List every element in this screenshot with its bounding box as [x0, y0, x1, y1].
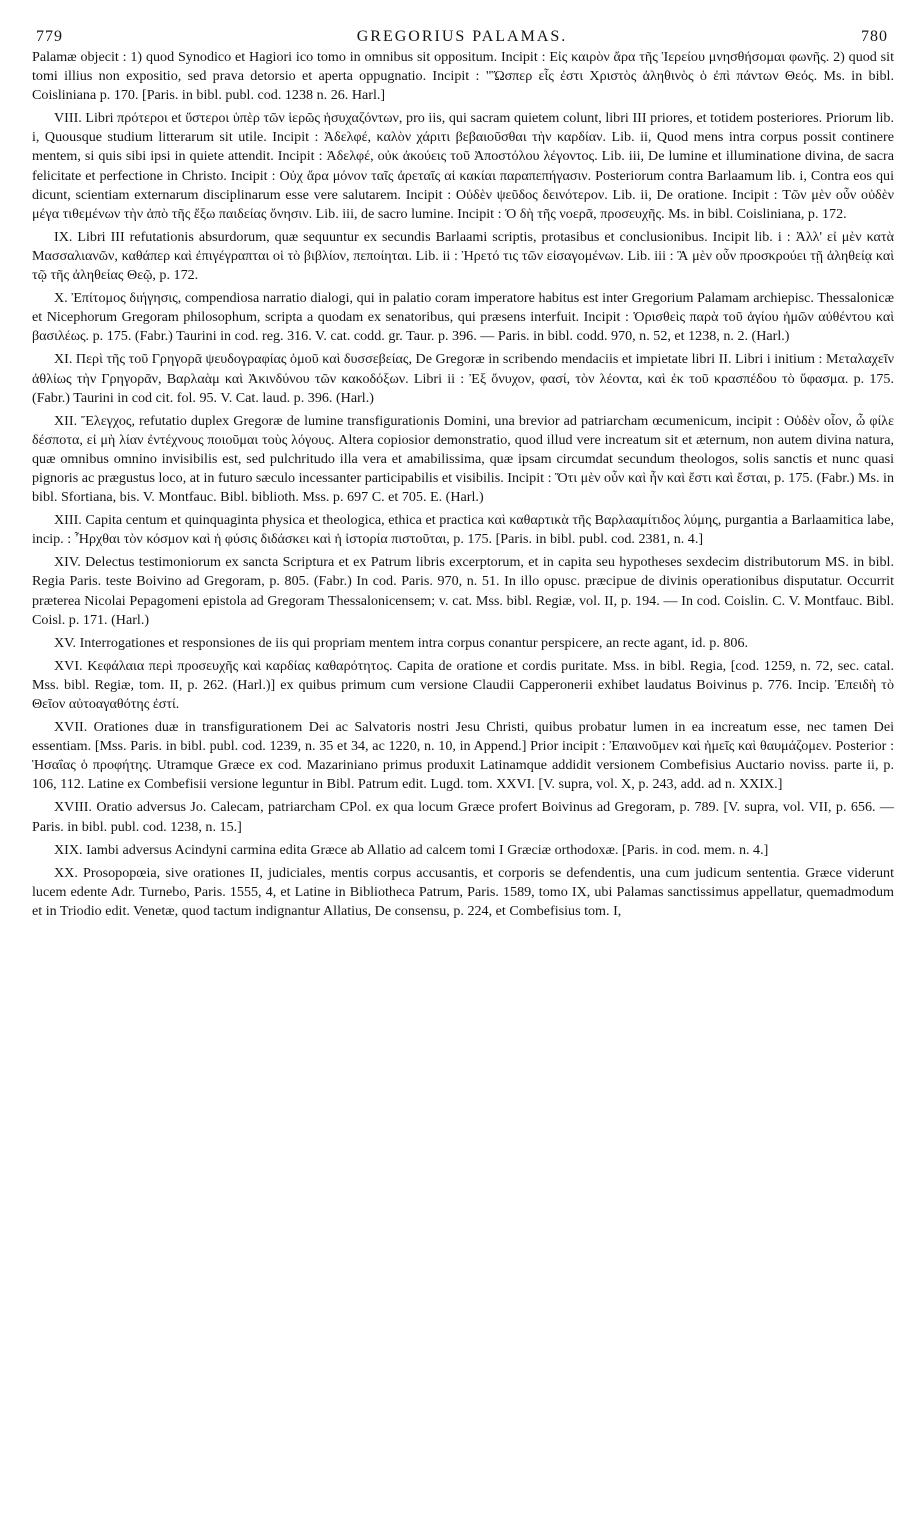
paragraph-xiv: XIV. Delectus testimoniorum ex sancta Scriptura et ex Patrum libris excerptorum, et in capita seu hypotheses sexdecim distributorum MS. in bibl. Regia Paris. teste Boivino ad Gregoram, p. 805. (Fabr.) In cod. Paris. 970, n. 51. In illo opusc. præcipue de divinis operationibus disputatur. Occurrit præterea Nicolai Pepagomeni epistola ad Gregoram Thessalonicensem; v. cat. Mss. bibl. Regiæ, vol. II, p. 194. — In cod. Coislin. C. V. Montfauc. Bibl. Coisl. p. 171. (Harl.) [32, 554, 894, 628]
page-number-left: 779 [36, 28, 63, 45]
paragraph-xii: XII. Ἔλεγχος, refutatio duplex Gregoræ de lumine transfigurationis Domini, una brevior ad patriarcham œcumenicum, incipit : Οὐδὲν οἷον, ὦ φίλε δέσποτα, εἰ μὴ λίαν ἐντέχνους ποιοῦμαι τοὺς λόγους. Altera copiosior demonstratio, quod illud vere increatum sit et æternum, non autem divina natura, quæ omnibus omnino invisibilis est, sed pulchritudo illa vera et amabilissima, quæ ipsam circumdat secundum theologos, solis sanctis et nunc quasi pignoris ac prægustus loco, at in futuro sæculo incessanter participabilis et visibilis. Incipit : Ὅτι μὲν οὖν καὶ ἦν καὶ ἔστι καὶ ἔσται, p. 175. (Fabr.) Ms. in bibl. Sfortiana, bis. V. Montfauc. Bibl. biblioth. Mss. p. 697 C. et 705. E. (Harl.) [32, 412, 894, 506]
document-body [32, 48, 894, 921]
paragraph-xi: XI. Περὶ τῆς τοῦ Γρηγορᾶ ψευδογραφίας ὁμοῦ καὶ δυσσεβείας, De Gregoræ in scribendo mendaciis et impietate libri II. Libri i initium : Μεταλαχεῖν ἀθλίως τὴν Γρηγορᾶν, Βαρλαὰμ καὶ Ἀκινδύνου τῶν κακοδόξων. Libri ii : Ἐξ ὄνυχον, φασί, τὸν λέοντα, καὶ ἐκ τοῦ κρασπέδου τὸ ὕφασμα. p. 175. (Fabr.) Taurini in cod cit. fol. 95. V. Cat. laud. p. 396. (Harl.) [32, 351, 894, 406]
running-title: GREGORIUS PALAMAS. [356, 28, 568, 45]
paragraph-xvii: XVII. Orationes duæ in transfigurationem Dei ac Salvatoris nostri Jesu Christi, quibus probatur lumen in ea increatum esse, nec tamen Dei essentiam. [Mss. Paris. in bibl. publ. cod. 1239, n. 35 et 34, ac 1220, n. 10, in Append.] Prior incipit : Ἐπαινοῦμεν καὶ ἡμεῖς καὶ θαυμάζομεν. Posterior : Ἡσαΐας ὁ προφήτης. Utramque Græce ex cod. Mazariniano primus produxit Latinamque addidit versionem Combefisius Auctario noviss. parte ii, p. 106, 112. Latine ex Combefisii versione leguntur in Bibl. Patrum edit. Lugd. tom. XXVI. [V. supra, vol. X, p. 243, add. ad n. XXIX.] [32, 719, 894, 793]
paragraph-xx: XX. Prosopopœia, sive orationes II, judiciales, mentis corpus accusantis, et corporis se defendentis, una cum judicum sententia. Græce viderunt lucem edente Adr. Turnebo, Paris. 1555, 4, et Latine in Bibliotheca Patrum, Paris. 1589, tomo IX, ubi Palamas sanctissimus appellatur, quemadmodum et in Triodio edit. Venetæ, quod tactum indignantur Allatius, De consensu, p. 224, et Combefisius tom. I, [32, 864, 894, 919]
running-header [36, 28, 888, 46]
page-number-right: 780 [861, 28, 888, 45]
paragraph-xv: XV. Interrogationes et responsiones de iis qui propriam mentem intra corpus conantur perspicere, an recte agant, id. p. 806. [54, 634, 749, 651]
paragraph-xix: XIX. Iambi adversus Acindyni carmina edita Græce ab Allatio ad calcem tomi I Græciæ orthodoxæ. [Paris. in cod. mem. n. 4.] [54, 841, 769, 858]
paragraph-xvi: XVI. Κεφάλαια περὶ προσευχῆς καὶ καρδίας καθαρότητος. Capita de oratione et cordis puritate. Mss. in bibl. Regia, [cod. 1259, n. 72, sec. catal. Mss. bibl. Regiæ, tom. II, p. 262. (Harl.)] ex quibus primum cum versione Claudii Capperonerii exhibet laudatus Boivinus p. 776. Incip. Ἐπειδὴ τὸ Θεῖον αὐτοαγαθότης ἐστί. [32, 657, 894, 712]
paragraph-ix: IX. Libri III refutationis absurdorum, quæ sequuntur ex secundis Barlaami scriptis, protasibus et conclusionibus. Incipit lib. i : Ἀλλ' εἰ μὲν κατὰ Μασσαλιανῶν, καθάπερ καὶ ἐπιγέγραπται οἱ τὸ βιβλίον, πεποίηται. Lib. ii : Ἠρετό τις τῶν εἰσαγομένων. Lib. iii : Ἃ μὲν οὖν προσκρούει τῇ ἀληθείᾳ καὶ τῷ τῆς ἀληθείας Θεῷ, p. 172. [32, 228, 894, 284]
paragraph-continuation: Palamæ objecit : 1) quod Synodico et Hagiori ico tomo in omnibus sit oppositum. Incipit : Εἰς καιρὸν ἄρα τῆς Ἱερείου μνησθήσομαι φωνῆς. 2) quod sit tomi illius non expositio, sed prava detorsio et aperta oppugnatio. Incipit : "Ὥσπερ εἷς ἐστι Χριστὸς ἀληθινὸς ὁ ἐπὶ πάντων Θεός. Ms. in bibl. Coisliniana p. 170. [Paris. in bibl. publ. cod. 1238 n. 26. Harl.] [32, 49, 894, 104]
paragraph-xiii: XIII. Capita centum et quinquaginta physica et theologica, ethica et practica καὶ καθαρτικὰ τῆς Βαρλααμίτιδος λύμης, purgantia a Barlaamitica labe, incip. : Ἦρχθαι τὸν κόσμον καὶ ἡ φύσις διδάσκει καὶ ἡ ἱστορία πιστοῦται, p. 175. [Paris. in bibl. publ. cod. 2381, n. 4.] [32, 512, 894, 548]
paragraph-x: X. Ἐπίτομος διήγησις, compendiosa narratio dialogi, qui in palatio coram imperatore habitus est inter Gregorium Palamam archiepisc. Thessalonicæ et Nicephorum Gregoram philosophum, scripta a quodam ex senatoribus, qui præsens interfuit. Incipit : Ὁρισθεὶς παρὰ τοῦ ἁγίου ἡμῶν αὐθέντου καὶ βασιλέως. p. 175. (Fabr.) Taurini in cod. reg. 316. V. cat. codd. gr. Taur. p. 396. — Paris. in bibl. codd. 970, n. 52, et 1238, n. 2. (Harl.) [32, 290, 894, 345]
paragraph-viii: VIII. Libri πρότεροι et ὕστεροι ὑπὲρ τῶν ἱερῶς ἡσυχαζόντων, pro iis, qui sacram quietem colunt, libri III priores, et totidem posteriores. Priorum lib. i, Quousque studium litterarum sit utile. Incipit : Ἀδελφέ, καλὸν χάριτι βεβαιοῦσθαι τὴν καρδίαν. Lib. ii, Quod mens intra corpus possit continere mentem, si quis sibi ipsi in quiete attendit. Incipit : Ἀδελφέ, οὐκ ἀκούεις τοῦ Ἀποστόλου λέγοντος. Lib. iii, De lumine et illuminatione divina, de sacra felicitate et perfectione in Christo. Incipit : Οὐχ ἄρα μόνον ταῖς ἀρεταῖς αἱ κακίαι παραπεπήγασιν. Posteriorum contra Barlaamum lib. i, Contra eos qui dicunt, scientiam externarum disciplinarum esse vere salutarem. Incipit : Οὐδὲν ψεῦδος δεινότερον. Lib. ii, De oratione. Incipit : Τῶν μὲν οὖν οὐδὲν μέγα τιθεμένων τὴν ἀπὸ τῆς ἔξω παιδείας ὄνησιν. Lib. iii, de sacro lumine. Incipit : Ὁ δὴ τῆς νοερᾶ, προσευχῆς. Ms. in bibl. Coisliniana, p. 172. [32, 110, 894, 222]
paragraph-xviii: XVIII. Oratio adversus Jo. Calecam, patriarcham CPol. ex qua locum Græce profert Boivinus ad Gregoram, p. 789. [V. supra, vol. VII, p. 656. — Paris. in bibl. publ. cod. 1238, n. 15.] [32, 799, 894, 835]
